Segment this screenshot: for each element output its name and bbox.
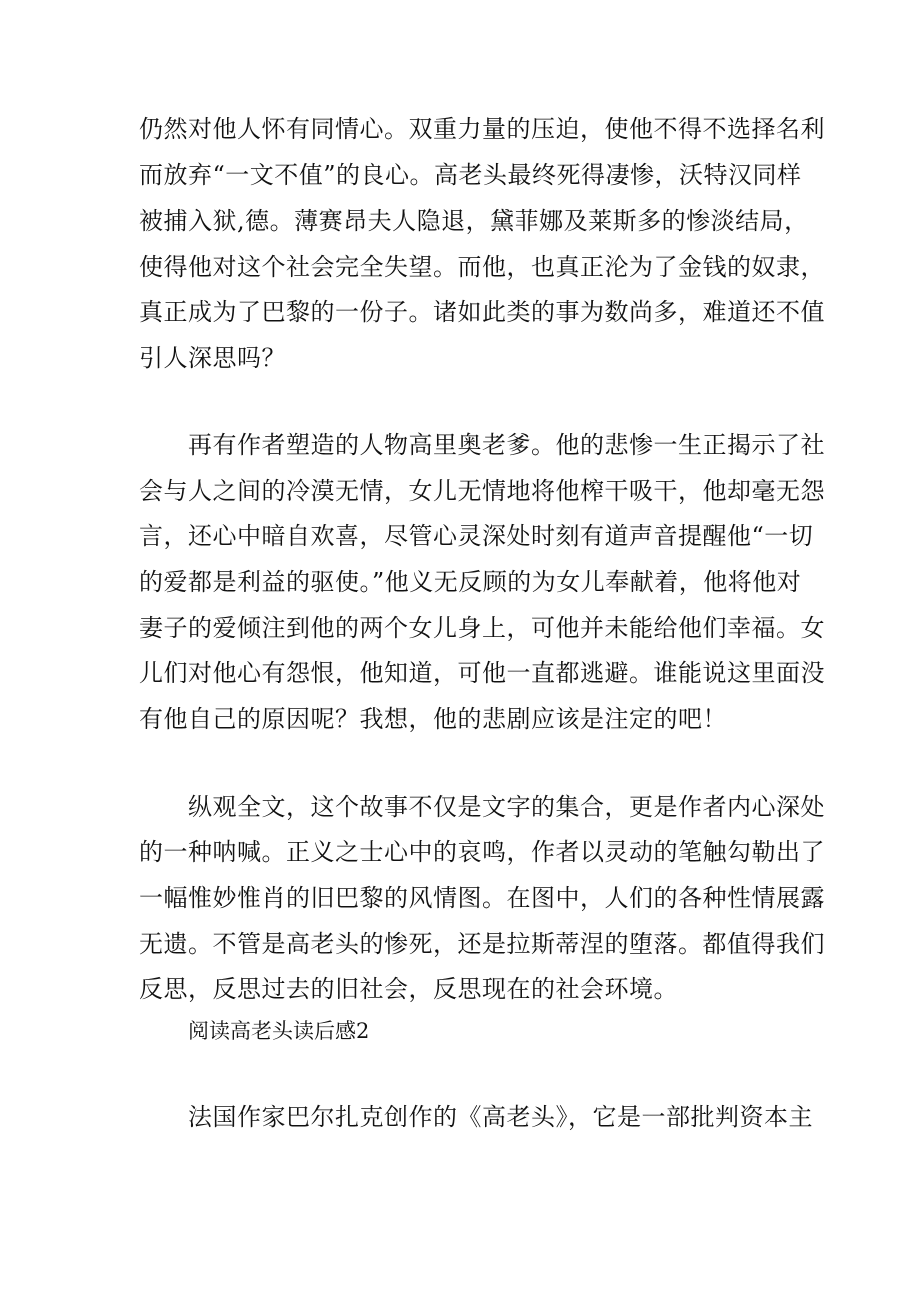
paragraph-line: 再有作者塑造的人物高里奥老爹。他的悲惨一生正揭示了社	[188, 431, 825, 459]
paragraph-line: 儿们对他心有怨恨，他知道，可他一直都逃避。谁能说这里面没	[139, 659, 825, 687]
paragraph-line: 而放弃“一文不值”的良心。高老头最终死得凄惨，沃特汉同样	[139, 161, 802, 189]
paragraph-line: 的爱都是利益的驱使。”他义无反顾的为女儿奉献着，他将他对	[139, 568, 802, 596]
paragraph-line: 仍然对他人怀有同情心。双重力量的压迫，使他不得不选择名利	[139, 115, 825, 143]
paragraph-line: 被捕入狱,德。薄赛昂夫人隐退，黛菲娜及莱斯多的惨淡结局，	[139, 207, 809, 235]
paragraph-line: 引人深思吗？	[139, 344, 286, 372]
paragraph-line: 纵观全文，这个故事不仅是文字的集合，更是作者内心深处	[188, 793, 825, 821]
paragraph-line: 无遗。不管是高老头的惨死，还是拉斯蒂涅的堕落。都值得我们	[139, 930, 825, 958]
paragraph-line: 有他自己的原因呢？我想，他的悲剧应该是注定的吧！	[139, 705, 727, 733]
paragraph-line: 言，还心中暗自欢喜，尽管心灵深处时刻有道声音提醒他“一切	[139, 522, 814, 550]
paragraph-line: 的一种呐喊。正义之士心中的哀鸣，作者以灵动的笔触勾勒出了	[139, 838, 825, 866]
paragraph-line: 妻子的爱倾注到他的两个女儿身上，可他并未能给他们幸福。女	[139, 614, 825, 642]
paragraph-line: 法国作家巴尔扎克创作的《高老头》，它是一部批判资本主	[188, 1103, 813, 1131]
section-heading: 阅读高老头读后感2	[188, 1019, 370, 1043]
paragraph-line: 使得他对这个社会完全失望。而他，也真正沦为了金钱的奴隶，	[139, 253, 825, 281]
paragraph-line: 一幅惟妙惟肖的旧巴黎的风情图。在图中，人们的各种性情展露	[139, 884, 825, 912]
paragraph-line: 反思，反思过去的旧社会，反思现在的社会环境。	[139, 975, 678, 1003]
paragraph-line: 真正成为了巴黎的一份子。诸如此类的事为数尚多，难道还不值	[139, 298, 825, 326]
paragraph-line: 会与人之间的冷漠无情，女儿无情地将他榨干吸干，他却毫无怨	[139, 477, 825, 505]
